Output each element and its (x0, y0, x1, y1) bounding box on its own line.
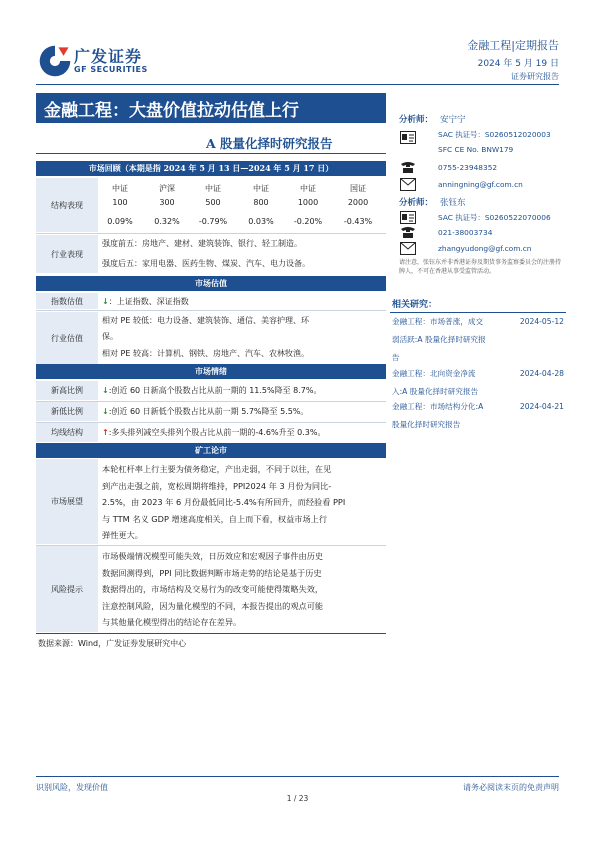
index-name: 沪深 (159, 184, 175, 193)
analyst-sac: SAC 执证号：S0260512020003 (438, 130, 551, 139)
license-notice: 请注意，张钰东并非香港证券及期货事务监察委员会的注册持牌人，不可在香港从事受监管活动。 (399, 259, 562, 275)
valuation-low-line1: 相对 PE 较低：电力设备、建筑装饰、通信、美容护理、环 (102, 316, 309, 325)
analyst-email: anningning@gf.com.cn (438, 180, 523, 189)
index-change: -0.43% (343, 217, 373, 226)
index-name: 中证 (253, 184, 269, 193)
up-arrow-icon: ↑ (102, 428, 109, 437)
index-code: 300 (159, 198, 175, 207)
page-title: 金融工程：大盘价值拉动估值上行 (44, 101, 299, 121)
new-high-text (102, 385, 322, 396)
report-type: 证券研究报告 (511, 72, 559, 81)
page-number: 1 / 23 (286, 794, 309, 803)
analyst-sfc: SFC CE No. BNW179 (438, 145, 514, 154)
risk-line: 市场极端情况模型可能失效，日历效应和宏观因子事件由历史 (102, 551, 324, 561)
index-code: 2000 (347, 198, 369, 207)
footer-divider (36, 776, 559, 777)
index-change: -0.79% (198, 217, 228, 226)
row-divider (36, 233, 386, 234)
index-name: 国证 (350, 184, 366, 193)
new-high-value: :创近 60 日新高个股数占比从前一期的 11.5%降至 8.7%。 (108, 386, 322, 395)
related-item-line: 告 (392, 353, 400, 362)
analyst-sac: SAC 执证号：S0260522070006 (438, 213, 551, 222)
risk-line: 数据得出的，市场结构及交易行为的改变可能使得策略失效， (102, 584, 324, 595)
logo-text-en: GF SECURITIES (74, 65, 148, 74)
risk-line: 注意控制风险，因为量化模型的不同，本报告提出的观点可能 (102, 600, 324, 611)
index-valuation-value: ：上证指数、深证指数 (108, 297, 189, 306)
valuation-low-line2: 保。 (102, 332, 118, 341)
related-item-date: 2024-05-12 (519, 317, 564, 326)
related-item[interactable] (392, 398, 564, 434)
outlook-line: 到产出走强之前，宽松周期将维持，PPI2024 年 3 月份为同比- (102, 480, 332, 491)
header-divider (36, 84, 559, 85)
industry-bottom: 强度后五：家用电器、医药生物、煤炭、汽车、电力设备。 (102, 259, 310, 268)
related-item-line: 金融工程：市场结构分化:A (392, 402, 484, 411)
table-bottom-rule (36, 633, 386, 634)
outlook-line: 2.5%，由 2023 年 6 月份最低同比-5.4%有所回升，而经验看 PPI (102, 497, 346, 508)
analyst-name: 安宁宁 (440, 115, 466, 125)
related-research-title: 相关研究： (390, 297, 566, 313)
related-item-line: 金融工程：北向资金净流 (392, 369, 476, 378)
related-item-line: 弱活跃:A 股量化择时研究报 (392, 335, 486, 344)
industry-top: 强度前五：房地产、建材、建筑装饰、银行、轻工制造。 (102, 239, 302, 248)
id-card-icon (400, 211, 416, 224)
index-valuation-text (102, 296, 189, 307)
analyst-email: zhangyudong@gf.com.cn (438, 244, 532, 253)
email-icon (400, 178, 416, 191)
ma-structure-value: :多头排列减空头排列个股占比从前一期的-4.6%升至 0.3%。 (108, 428, 326, 437)
email-icon (400, 242, 416, 255)
index-code: 100 (112, 198, 128, 207)
index-code: 1000 (297, 198, 319, 207)
analyst-phone: 021-38003734 (438, 228, 493, 237)
phone-icon (400, 226, 416, 239)
gf-logo-icon (38, 44, 72, 78)
valuation-high-line: 相对 PE 较高：计算机、钢铁、房地产、汽车、农林牧渔。 (102, 349, 309, 358)
new-low-label: 新低比例 (36, 402, 98, 421)
industry-label: 行业表现 (36, 235, 98, 273)
index-grid (98, 178, 386, 232)
index-name: 中证 (300, 184, 316, 193)
related-item[interactable] (392, 365, 564, 401)
related-item-date: 2024-04-28 (519, 369, 564, 378)
index-code: 500 (205, 198, 221, 207)
phone-icon (400, 161, 416, 174)
risk-label: 风险提示 (36, 546, 98, 632)
index-valuation-label: 指数估值 (36, 293, 98, 309)
outlook-paragraph (102, 461, 382, 544)
analyst-label: 分析师： (399, 115, 434, 125)
index-change: 0.03% (248, 217, 274, 226)
index-name: 中证 (205, 184, 221, 193)
report-category: 金融工程|定期报告 (467, 39, 559, 52)
down-arrow-icon: ↓ (102, 297, 109, 306)
index-code: 800 (253, 198, 269, 207)
title-divider (36, 153, 386, 154)
analyst-name: 张钰东 (440, 198, 466, 208)
comment-header: 矿工论市 (36, 443, 386, 458)
structure-label: 结构表现 (36, 178, 98, 232)
data-source: 数据来源：Wind，广发证券发展研究中心 (38, 639, 187, 648)
analyst-label: 分析师： (399, 198, 434, 208)
footer-slogan: 识别风险，发现价值 (36, 783, 108, 792)
down-arrow-icon: ↓ (102, 386, 109, 395)
risk-line: 与其他量化模型得出的结论存在差异。 (102, 617, 242, 628)
footer-disclaimer-link[interactable]: 请务必阅读末页的免责声明 (463, 783, 559, 792)
outlook-label: 市场展望 (36, 459, 98, 544)
index-name: 中证 (112, 184, 128, 193)
related-item-line: 金融工程：市场普涨，成交 (392, 317, 484, 326)
ma-structure-text (102, 427, 325, 438)
outlook-line: 弹性更大。 (102, 530, 143, 541)
related-item[interactable] (392, 313, 564, 367)
index-change: 0.09% (107, 217, 133, 226)
row-divider (36, 310, 386, 311)
new-low-text (102, 406, 308, 417)
index-change: 0.32% (154, 217, 180, 226)
outlook-line: 与 TTM 名义 GDP 增速高度相关，自上而下看，权益市场上行 (102, 513, 328, 524)
risk-paragraph (102, 548, 382, 631)
analyst-phone: 0755-23948352 (438, 163, 498, 172)
logo-text-cn: 广发证券 (74, 47, 143, 66)
valuation-header: 市场估值 (36, 276, 386, 291)
down-arrow-icon: ↓ (102, 407, 109, 416)
sentiment-header: 市场情绪 (36, 364, 386, 379)
industry-valuation-label: 行业估值 (36, 312, 98, 364)
new-low-value: :创近 60 日新低个股数占比从前一期 5.7%降至 5.5%。 (108, 407, 309, 416)
page-subtitle: A 股量化择时研究报告 (206, 136, 333, 151)
ma-structure-label: 均线结构 (36, 423, 98, 442)
related-item-line: 入:A 股量化择时研究报告 (392, 387, 479, 396)
risk-line: 数据回测得到，PPI 同比数据判断市场走势的结论是基于历史 (102, 567, 322, 578)
index-change: -0.20% (293, 217, 323, 226)
market-review-header: 市场回顾（本期是指 2024 年 5 月 13 日—2024 年 5 月 17 日） (36, 161, 386, 176)
report-date: 2024 年 5 月 19 日 (477, 59, 559, 69)
related-item-line: 股量化择时研究报告 (392, 420, 461, 429)
new-high-label: 新高比例 (36, 381, 98, 400)
id-card-icon (400, 131, 416, 144)
related-item-date: 2024-04-21 (519, 402, 564, 411)
outlook-line: 本轮杠杆率上行主要为债务稳定，产出走弱，不同于以往，在见 (102, 464, 332, 474)
